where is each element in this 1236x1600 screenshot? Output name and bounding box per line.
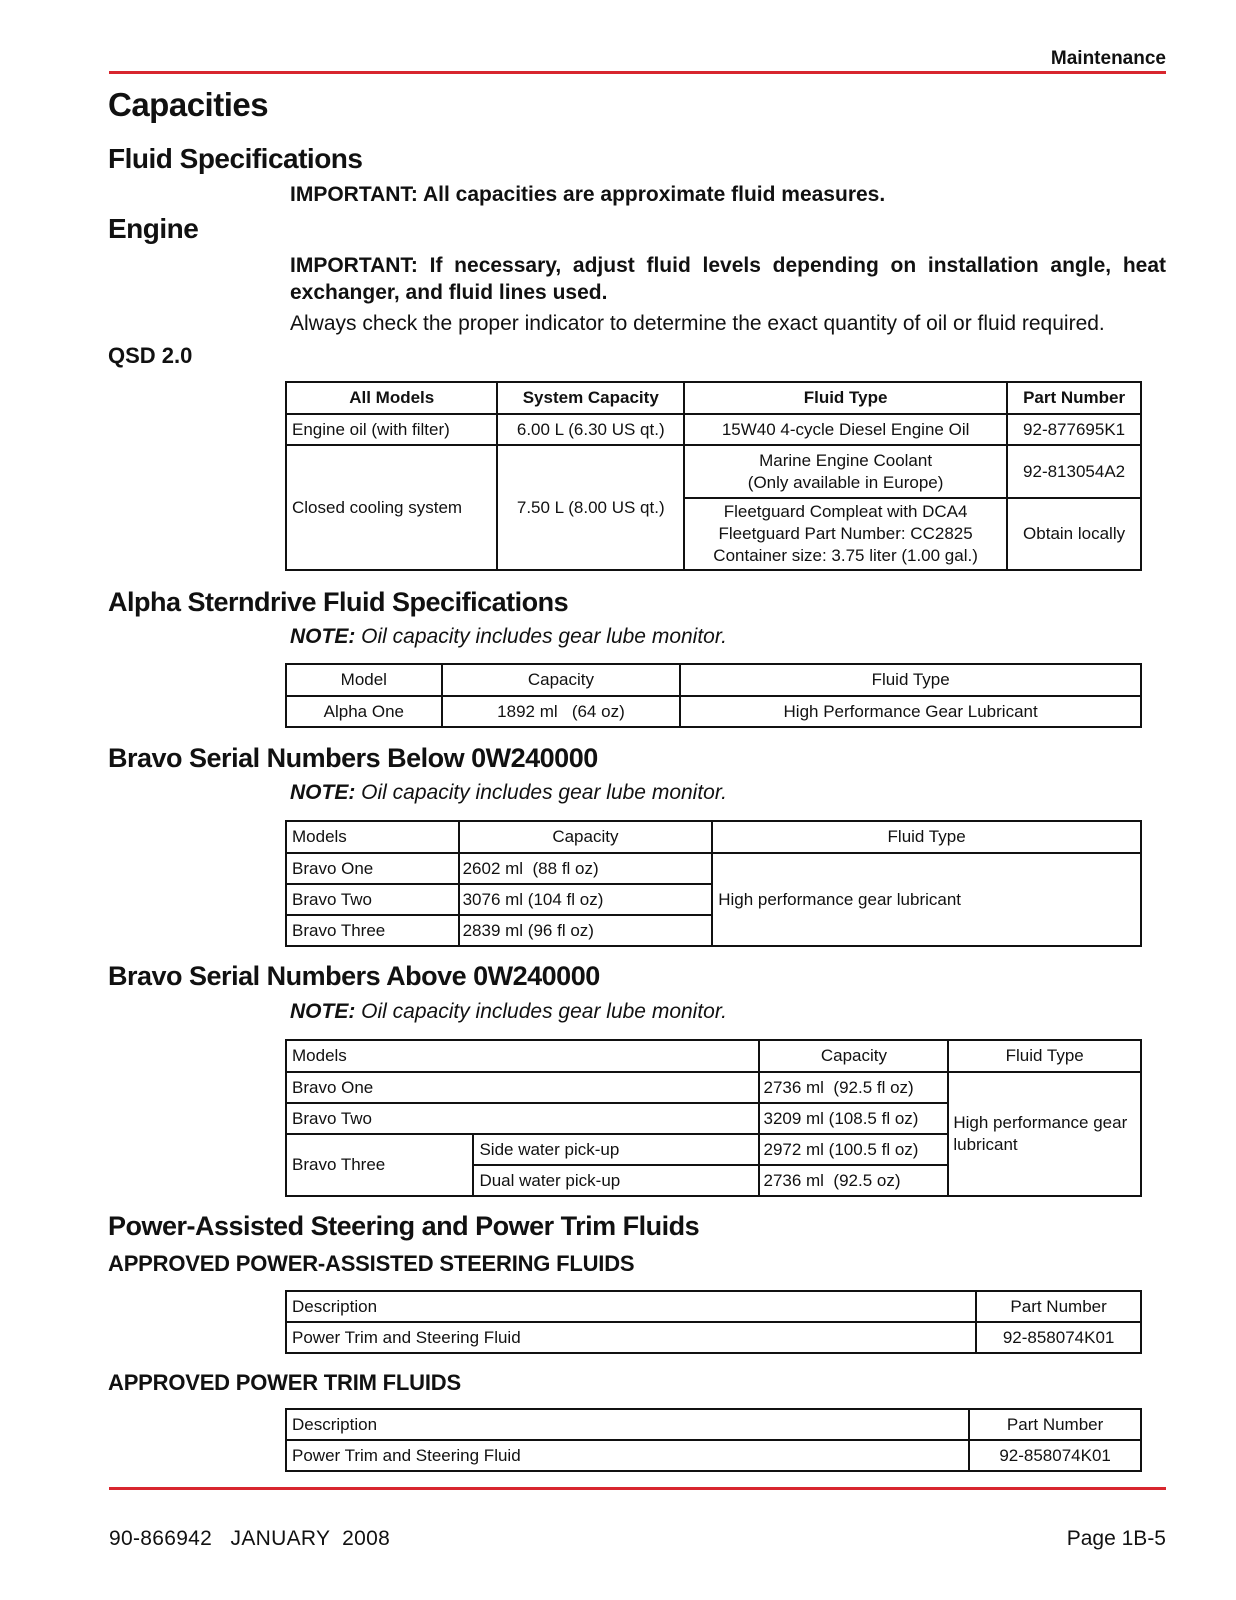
cell-fluid-type: High performance gear lubricant: [948, 1072, 1141, 1196]
cell-fluid-type: [684, 498, 1007, 570]
steering-heading: Power-Assisted Steering and Power Trim Fluids: [108, 1211, 700, 1241]
fluid-specs-heading: Fluid Specifications: [108, 143, 363, 174]
col-header-capacity: Capacity: [759, 1040, 948, 1072]
table-header-row: [286, 1409, 1141, 1440]
col-header-fluid-type: Fluid Type: [712, 821, 1141, 853]
col-header-part-number: Part Number: [976, 1291, 1141, 1322]
table-row: [286, 414, 1141, 445]
note-label: NOTE:: [290, 1000, 356, 1023]
table-row: [286, 1440, 1141, 1471]
cell-model: Closed cooling system: [286, 445, 497, 570]
cell-part-number: 92-813054A2: [1007, 445, 1141, 498]
cell-model: Bravo Two: [286, 1103, 759, 1134]
cell-model: Bravo Three: [286, 1134, 473, 1196]
cell-capacity: 6.00 L (6.30 US qt.): [497, 414, 684, 445]
cell-variant: Dual water pick-up: [473, 1165, 759, 1196]
engine-body-text: Always check the proper indicator to determine the exact quantity of oil or fluid required.: [290, 312, 1105, 335]
steering-fluids-table: [285, 1290, 1142, 1354]
bravo-below-note: [290, 781, 727, 805]
table-header-row: [286, 664, 1141, 696]
note-label: NOTE:: [290, 781, 356, 804]
cell-description: Power Trim and Steering Fluid: [286, 1322, 976, 1353]
qsd-heading: QSD 2.0: [108, 343, 193, 368]
fluid-line: Fleetguard Compleat with DCA4: [723, 502, 968, 521]
cell-part-number: 92-858074K01: [969, 1440, 1141, 1471]
col-header-description: Description: [286, 1291, 976, 1322]
note-text: Oil capacity includes gear lube monitor.: [355, 625, 727, 648]
cell-capacity: 3209 ml (108.5 fl oz): [759, 1103, 948, 1134]
col-header-capacity: Capacity: [459, 821, 713, 853]
engine-important: IMPORTANT: If necessary, adjust fluid levels depending on installation angle, heat exchanger, and fluid lines used.: [290, 254, 1166, 304]
cell-model: Bravo Three: [286, 915, 459, 946]
table-header-row: [286, 382, 1141, 414]
note-text: Oil capacity includes gear lube monitor.: [355, 1000, 727, 1023]
header-section-label: Maintenance: [1050, 48, 1166, 69]
engine-heading: Engine: [108, 213, 199, 244]
footer-page-number: Page 1B-5: [1066, 1527, 1166, 1550]
cell-model: Bravo One: [286, 1072, 759, 1103]
col-header-all-models: All Models: [286, 382, 497, 414]
col-header-fluid-type: Fluid Type: [948, 1040, 1141, 1072]
cell-capacity: 1892 ml (64 oz): [442, 696, 681, 727]
alpha-note: [290, 625, 727, 649]
col-header-part-number: Part Number: [969, 1409, 1141, 1440]
col-header-models: Models: [286, 821, 459, 853]
table-row: [286, 853, 1141, 884]
cell-fluid-type: [684, 445, 1007, 498]
fluid-line: Marine Engine Coolant: [759, 450, 933, 470]
footer-rule: [109, 1487, 1166, 1490]
cell-part-number: Obtain locally: [1007, 498, 1141, 570]
col-header-fluid-type: Fluid Type: [684, 382, 1007, 414]
table-row: [286, 1322, 1141, 1353]
cell-model: Engine oil (with filter): [286, 414, 497, 445]
cell-fluid-type: High Performance Gear Lubricant: [680, 696, 1141, 727]
col-header-system-capacity: System Capacity: [497, 382, 684, 414]
footer-doc-number: 90-866942 JANUARY 2008: [109, 1527, 391, 1550]
cell-capacity: 3076 ml (104 fl oz): [459, 884, 713, 915]
alpha-capacity-table: [285, 663, 1142, 728]
header-rule: [109, 71, 1166, 74]
table-row: [286, 445, 1141, 498]
cell-fluid-type: High performance gear lubricant: [712, 853, 1141, 946]
cell-model: Alpha One: [286, 696, 442, 727]
alpha-heading: Alpha Sterndrive Fluid Specifications: [108, 587, 569, 617]
col-header-fluid-type: Fluid Type: [680, 664, 1141, 696]
cell-fluid-type: 15W40 4-cycle Diesel Engine Oil: [684, 414, 1007, 445]
bravo-below-capacity-table: [285, 820, 1142, 947]
bravo-above-capacity-table: [285, 1039, 1142, 1197]
fluid-line: Fleetguard Part Number: CC2825: [718, 524, 973, 543]
bravo-above-heading: Bravo Serial Numbers Above 0W240000: [108, 961, 600, 991]
cell-capacity: 7.50 L (8.00 US qt.): [497, 445, 684, 570]
table-row: [286, 1072, 1141, 1103]
page-title: Capacities: [108, 86, 269, 123]
trim-fluids-subheading: APPROVED POWER TRIM FLUIDS: [108, 1370, 461, 1395]
table-header-row: [286, 821, 1141, 853]
table-header-row: [286, 1291, 1141, 1322]
cell-part-number: 92-877695K1: [1007, 414, 1141, 445]
col-header-description: Description: [286, 1409, 969, 1440]
cell-model: Bravo One: [286, 853, 459, 884]
table-header-row: [286, 1040, 1141, 1072]
cell-part-number: 92-858074K01: [976, 1322, 1141, 1353]
cell-capacity: 2972 ml (100.5 fl oz): [759, 1134, 948, 1165]
col-header-part-number: Part Number: [1007, 382, 1141, 414]
cell-model: Bravo Two: [286, 884, 459, 915]
trim-fluids-table: [285, 1408, 1142, 1472]
note-text: Oil capacity includes gear lube monitor.: [355, 781, 727, 804]
fluid-line: (Only available in Europe): [747, 472, 944, 492]
steering-fluids-subheading: APPROVED POWER-ASSISTED STEERING FLUIDS: [108, 1251, 635, 1276]
bravo-below-heading: Bravo Serial Numbers Below 0W240000: [108, 743, 598, 773]
bravo-above-note: [290, 1000, 727, 1024]
cell-capacity: 2839 ml (96 fl oz): [459, 915, 713, 946]
table-row: [286, 696, 1141, 727]
cell-description: Power Trim and Steering Fluid: [286, 1440, 969, 1471]
fluid-line: Container size: 3.75 liter (1.00 gal.): [713, 546, 978, 565]
engine-capacity-table: [285, 381, 1142, 571]
col-header-models: Models: [286, 1040, 759, 1072]
note-label: NOTE:: [290, 625, 356, 648]
cell-capacity: 2736 ml (92.5 fl oz): [759, 1072, 948, 1103]
col-header-capacity: Capacity: [442, 664, 681, 696]
col-header-model: Model: [286, 664, 442, 696]
cell-variant: Side water pick-up: [473, 1134, 759, 1165]
fluid-specs-important: IMPORTANT: All capacities are approximate fluid measures.: [290, 183, 886, 206]
cell-capacity: 2736 ml (92.5 oz): [759, 1165, 948, 1196]
cell-capacity: 2602 ml (88 fl oz): [459, 853, 713, 884]
